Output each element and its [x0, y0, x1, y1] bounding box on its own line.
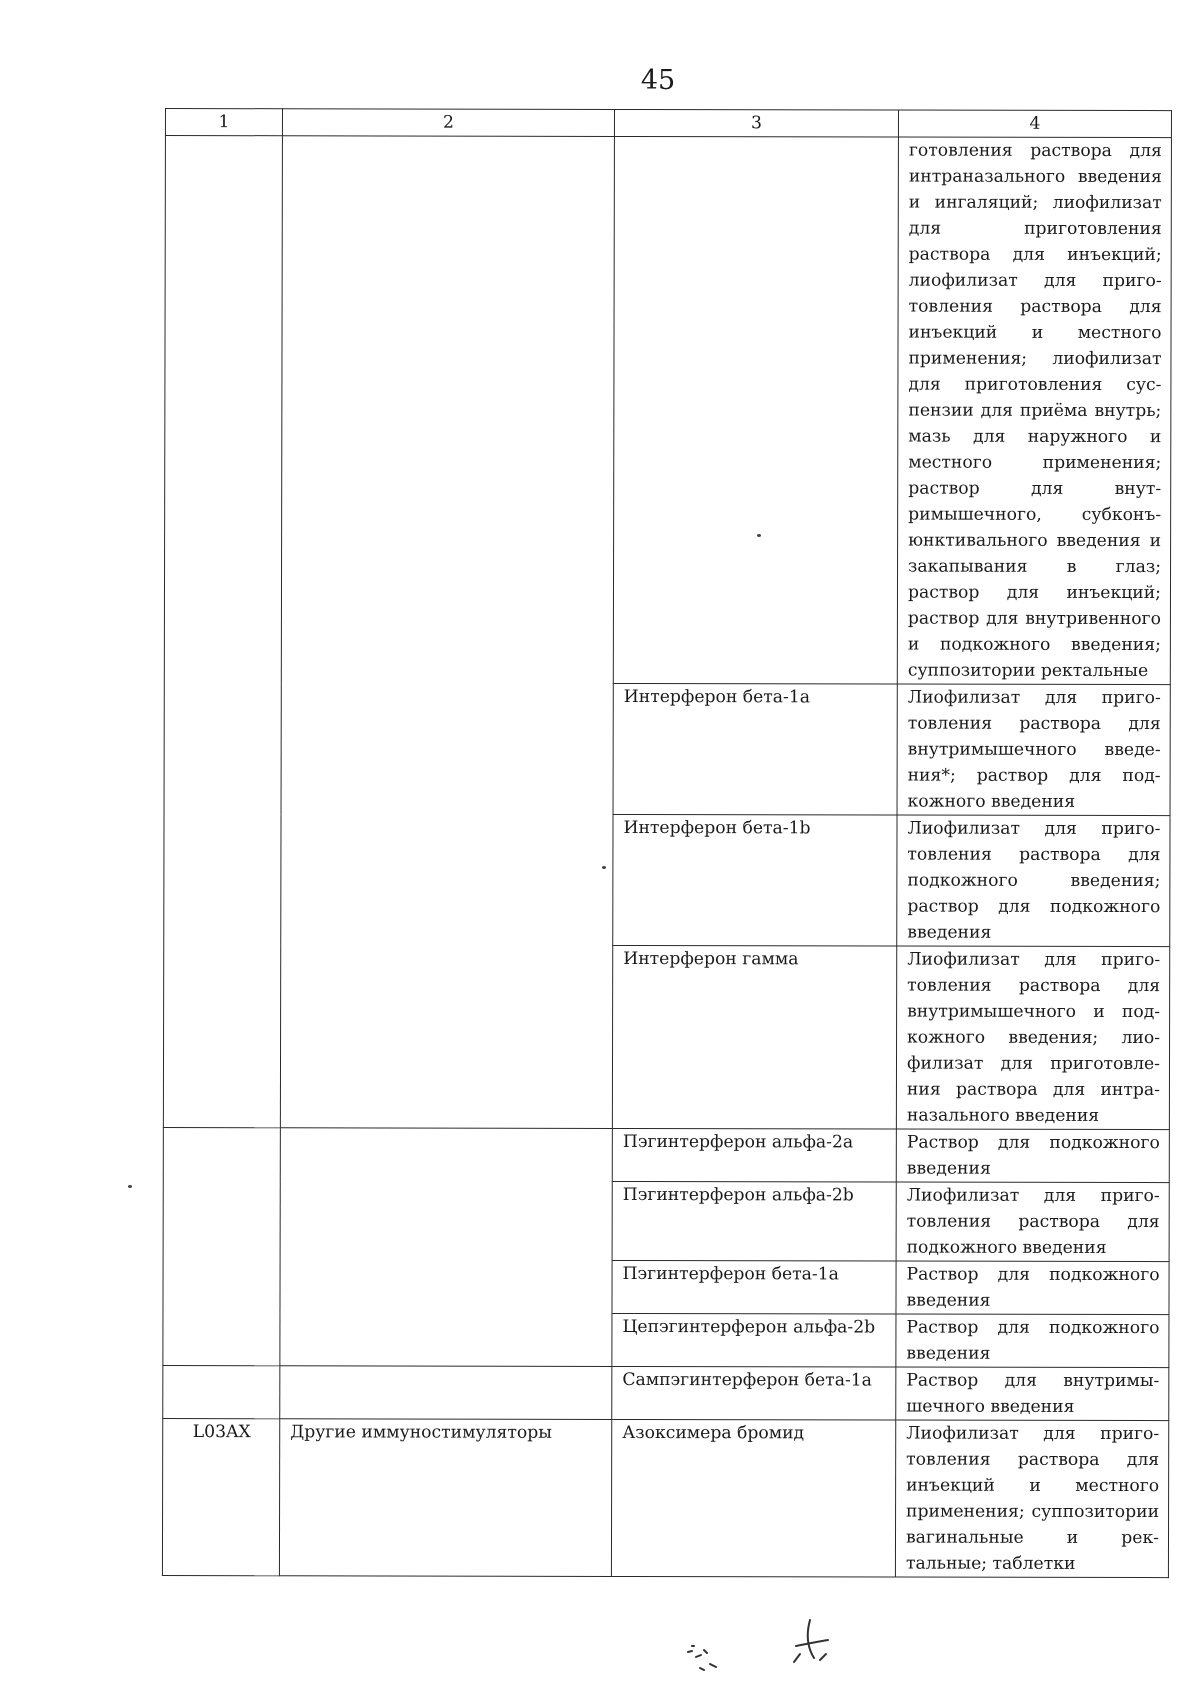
atc-code-cell: L03AX [162, 1418, 279, 1575]
drug-name-cell: Пэгинтерферон альфа-2b [612, 1181, 896, 1261]
column-header-1: 1 [165, 109, 282, 136]
dosage-form-cell: Лиофилизат для приготовления раствора для подкожного введения; раствор для подкожного введения [897, 815, 1170, 947]
group-name-cell: Другие иммуностимуляторы [279, 1419, 611, 1577]
dosage-form-cell: Лиофилизат для приготовления раствора для подкожного введения [896, 1182, 1169, 1262]
column-header-2: 2 [282, 109, 614, 137]
group-name-cell [280, 1128, 612, 1367]
drug-name-cell: Пэгинтерферон альфа-2a [612, 1128, 896, 1182]
drug-name-cell: Интерферон бета-1a [613, 683, 897, 815]
atc-code-cell [163, 1127, 280, 1365]
dosage-form-cell: Раствор для подкожного введения [896, 1314, 1169, 1368]
group-name-cell [280, 1366, 612, 1420]
table-row [164, 136, 1171, 685]
dosage-form-cell: Лиофилизат для приготовления раствора для внутримышечного введения*; раствор для подкожного введения [897, 684, 1170, 816]
handwritten-marks [670, 1610, 860, 1685]
header-row [165, 109, 1171, 138]
medication-table [162, 108, 1172, 1578]
drug-name-cell: Интерферон бета-1b [613, 814, 897, 946]
group-name-cell [280, 136, 614, 1129]
scan-speck [602, 866, 606, 869]
column-header-3: 3 [614, 109, 898, 137]
scan-speck [757, 534, 761, 537]
dosage-form-cell: Раствор для подкожного введения [896, 1129, 1169, 1183]
table-row [163, 1127, 1169, 1182]
scan-speck [128, 1185, 132, 1188]
table-row [162, 1418, 1168, 1577]
drug-name-cell: Интерферон гамма [612, 945, 896, 1129]
drug-name-cell: Азоксимера бромид [611, 1419, 895, 1577]
table-row [163, 1365, 1169, 1420]
drug-name-cell [613, 136, 898, 684]
dosage-form-cell: Лиофилизат для приготовления раствора для внутримышечного и подкожного введения; лиофилизат для приготовления раствора для интраназального введения [896, 946, 1169, 1130]
dosage-form-cell: Раствор для внутримышечного введения [896, 1367, 1169, 1421]
dosage-form-cell: Раствор для подкожного введения [896, 1261, 1169, 1315]
atc-code-cell [163, 136, 282, 1128]
dosage-form-cell: готовления раствора для интраназального введения и ингаляций; лиофилизат для приготовления раствора для инъекций; лиофилизат для приготовления раствора для инъекций и местного применения; лиофилизат для приготовления суспензии для приёма внутрь; мазь для наружного и местного применения; раствор для внутримышечного, субконъюнктивального введения и закапывания в глаз; раствор для инъекций; раствор для внутривенного и подкожного введения; суппозитории ректальные [897, 137, 1171, 685]
dosage-form-cell: Лиофилизат для приготовления раствора для инъекций и местного применения; суппозитории вагинальные и ректальные; таблетки [895, 1420, 1168, 1578]
drug-name-cell: Пэгинтерферон бета-1a [612, 1260, 896, 1314]
drug-name-cell: Сампэгинтерферон бета-1a [612, 1366, 896, 1420]
drug-name-cell: Цепэгинтерферон альфа-2b [612, 1313, 896, 1367]
page-number: 45 [640, 65, 676, 96]
column-header-4: 4 [898, 110, 1171, 138]
atc-code-cell [163, 1365, 280, 1418]
